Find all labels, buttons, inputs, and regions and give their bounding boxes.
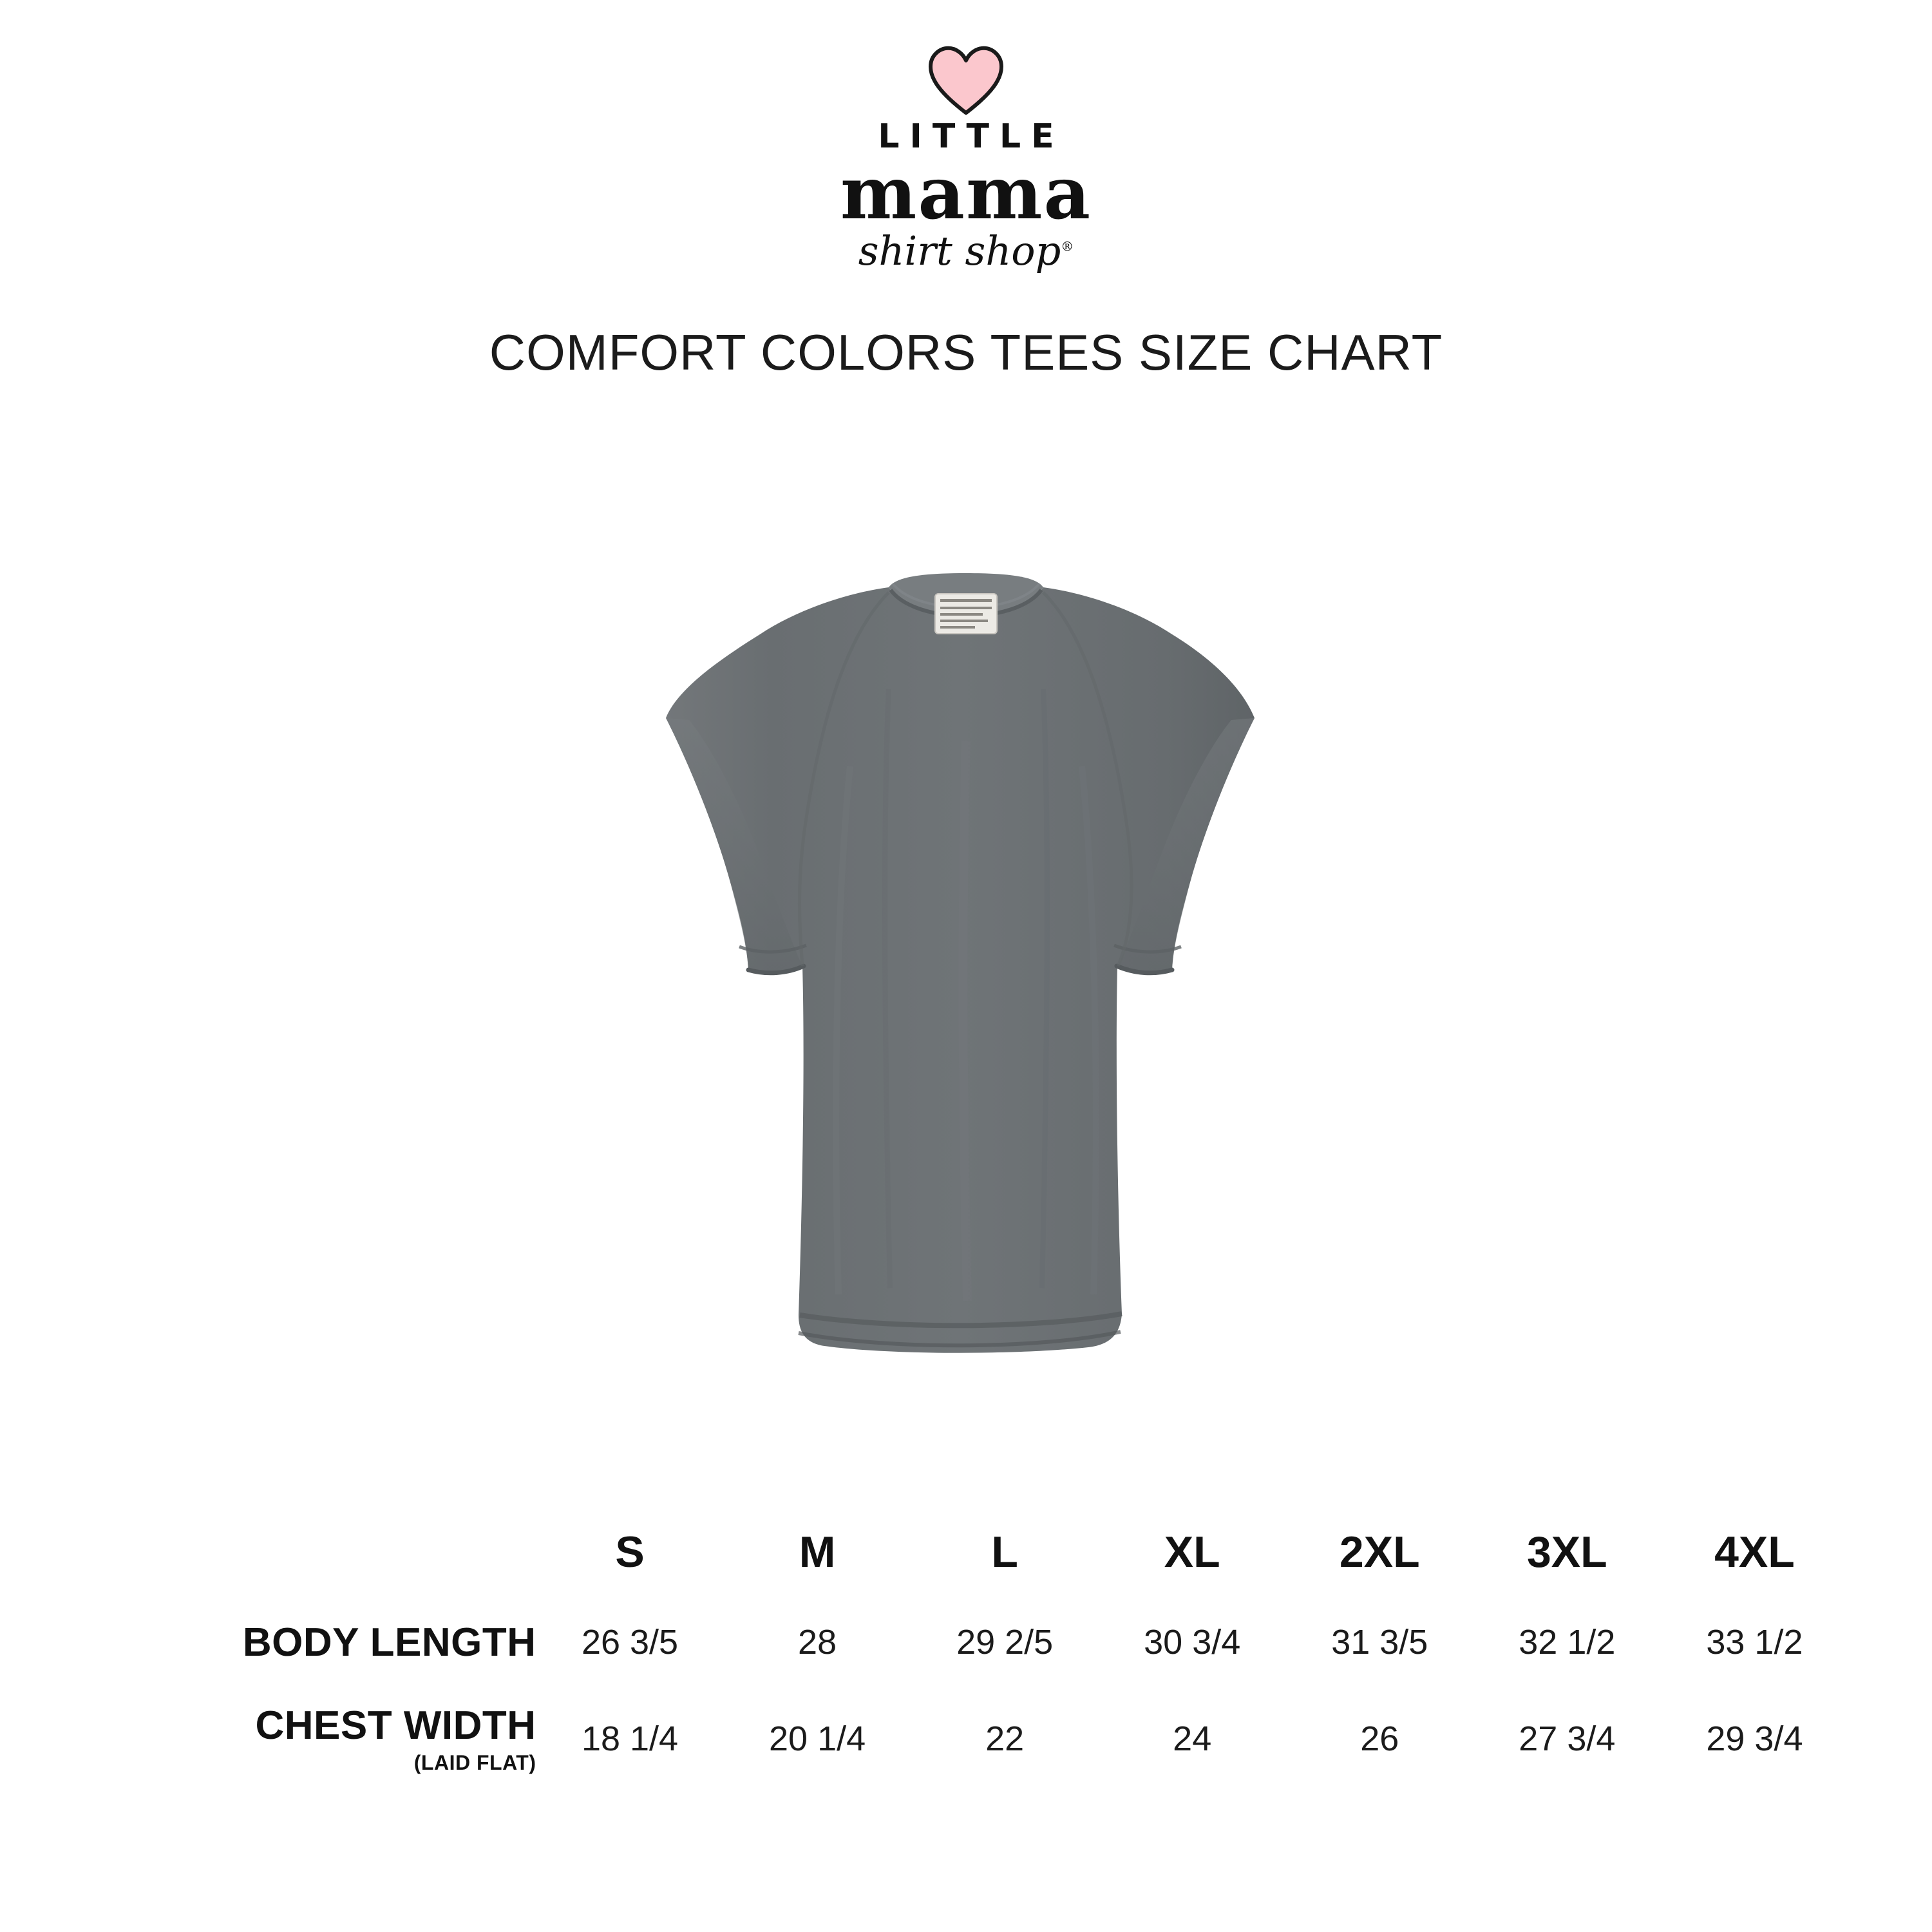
chest-width-label: CHEST WIDTH [255, 1703, 536, 1748]
page-title: COMFORT COLORS TEES SIZE CHART [489, 323, 1443, 381]
registered-mark: ® [1061, 238, 1074, 254]
chest-width-m: 20 1/4 [769, 1719, 866, 1758]
body-length-l: 29 2/5 [956, 1623, 1054, 1662]
logo-line-shirt-shop [858, 229, 1074, 273]
row-label-body-length: BODY LENGTH [242, 1620, 536, 1665]
body-length-2xl: 31 3/5 [1331, 1623, 1428, 1662]
logo-line-little: LITTLE [878, 117, 1065, 156]
size-chart-table [97, 1510, 1848, 1787]
logo-line-mama: mama [840, 151, 1092, 236]
brand-logo [0, 0, 1932, 273]
product-image [0, 496, 1932, 1449]
size-header-s: S [615, 1528, 645, 1577]
chest-width-3xl: 27 3/4 [1519, 1719, 1616, 1758]
tshirt-illustration [438, 496, 1494, 1443]
chest-width-l: 22 [985, 1719, 1025, 1758]
table-row [97, 1594, 1848, 1690]
header-corner-cell [97, 1510, 536, 1594]
size-header-xl: XL [1164, 1528, 1220, 1577]
size-header-m: M [799, 1528, 836, 1577]
size-header-2xl: 2XL [1339, 1528, 1420, 1577]
chest-width-sublabel: (LAID FLAT) [413, 1751, 536, 1774]
size-header-l: L [991, 1528, 1018, 1577]
body-length-xl: 30 3/4 [1144, 1623, 1241, 1662]
chest-width-xl: 24 [1173, 1719, 1212, 1758]
body-length-s: 26 3/5 [581, 1623, 679, 1662]
chest-width-2xl: 26 [1360, 1719, 1399, 1758]
chest-width-s: 18 1/4 [581, 1719, 679, 1758]
chest-width-4xl: 29 3/4 [1706, 1719, 1803, 1758]
table-header-row [97, 1510, 1848, 1594]
size-header-4xl: 4XL [1714, 1528, 1795, 1577]
body-length-m: 28 [798, 1623, 837, 1662]
table-row [97, 1690, 1848, 1787]
row-label-chest-width [97, 1690, 536, 1787]
heart-icon [927, 45, 1005, 116]
body-length-4xl: 33 1/2 [1706, 1623, 1803, 1662]
size-header-3xl: 3XL [1526, 1528, 1607, 1577]
body-length-3xl: 32 1/2 [1519, 1623, 1616, 1662]
logo-shirt-shop-text: shirt shop [858, 227, 1061, 274]
